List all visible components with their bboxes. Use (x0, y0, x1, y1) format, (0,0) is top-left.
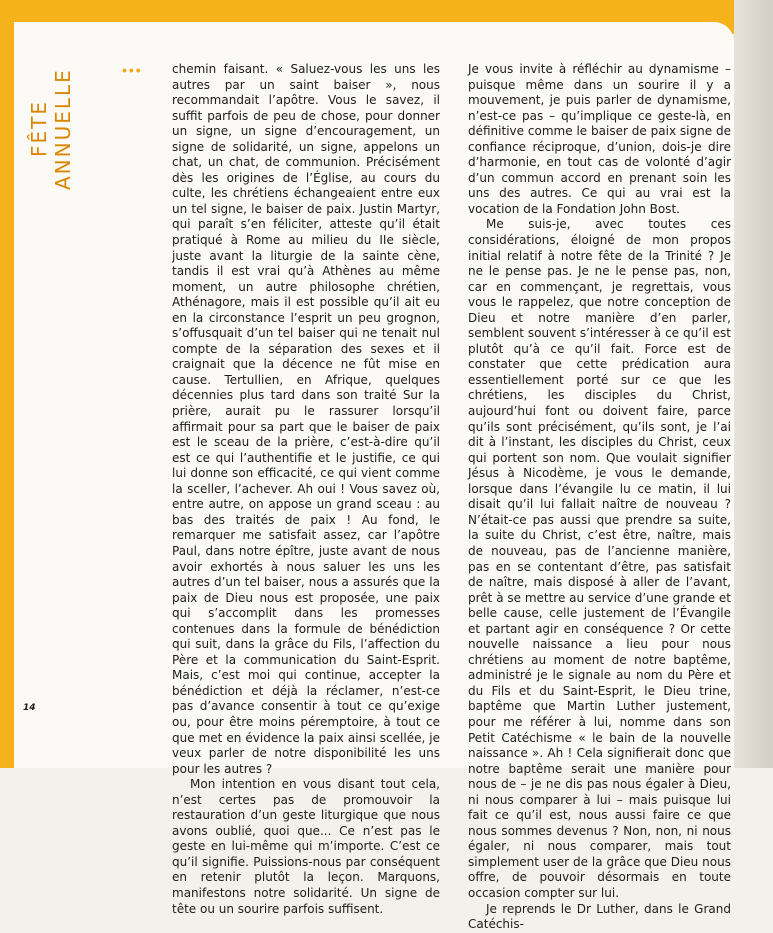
paragraph: Je vous invite à réfléchir au dynamisme – puisque même dans un sourire il y a mouvement, je puis parler de dynamisme, n’est-ce pas – qu’implique ce geste-là, en définitive comme le baiser de paix signe de confiance réciproque, d’union, dois-je dire d’harmonie, en tout cas de volonté d’agir d’un commun accord en prenant soin les uns des autres. Ce qui au vrai est la vocation de la Fondation John Bost. (468, 62, 731, 216)
bullet-dots-icon: ••• (122, 62, 143, 78)
page-gutter-shadow (734, 0, 773, 768)
section-title: FÊTE ANNUELLE (27, 68, 75, 190)
paragraph: Je reprends le Dr Luther, dans le Grand Catéchis- (468, 901, 731, 932)
left-text-column (172, 62, 440, 917)
page-number: 14 (23, 703, 36, 713)
paragraph: Me suis-je, avec toutes ces considérations, éloigné de mon propos initial relatif à notre fête de la Trinité ? Je ne le pense pas. Je ne le pense pas, non, car en commençant, je regrettais, vous vous le rappelez, que notre conception de Dieu et notre manière d’en parler, semblent souvent s’intéresser à ce qu’il est plutôt qu’à ce qu’il fait. Force est de constater que cette prédication aura essentiellement porté sur ce que les chrétiens, les disciples du Christ, aujourd’hui font ou doivent faire, parce qu’ils sont précisément, qu’ils sont, je l’ai dit à l’instant, les disciples du Christ, ceux qui portent son nom. Que voulait signifier Jésus à Nicodème, je vous le demande, lorsque dans l’évangile lu ce matin, il lui disait qu’il lui fallait naître de nouveau ? N’était-ce pas aussi que prendre sa suite, la suite du Christ, c’est être, naître, mais de nouveau, pas de l’ancienne manière, pas en se contentant d’être, pas satisfait de naître, mais disposé à aller de l’avant, prêt à se mettre au service d’une grande et belle cause, celle justement de l’Évangile et partant agir en conséquence ? Or cette nouvelle naissance a lieu pour nous chrétiens au moment de notre baptême, administré je le signale au nom du Père et du Fils et du Saint-Esprit, le Dieu trine, baptême que Martin Luther justement, pour me référer à lui, nomme dans son Petit Catéchisme « le bain de la nouvelle naissance ». Ah ! Cela signifierait donc que notre baptême serait une manière pour nous de – je ne dis pas nous égaler à Dieu, ni nous comparer à lui – mais puisque lui fait ce qu’il est, nous aussi faire ce que nous sommes devenus ? Non, non, ni nous égaler, ni nous comparer, mais tout simplement user de la grâce que Dieu nous offre, de pouvoir désormais en toute occasion compter sur lui. (468, 217, 731, 900)
paragraph: Mon intention en vous disant tout cela, n’est certes pas de promouvoir la restauration d’un geste liturgique que nous avons oublié, quoi que... Ce n’est pas le geste en lui-même qui m’importe. C’est ce qu’il signifie. Puissions-nous par conséquent en retenir plutôt la leçon. Marquons, manifestons notre solidarité. Un signe de tête ou un sourire parfois suffisent. (172, 777, 440, 916)
right-text-column (468, 62, 731, 933)
paragraph: chemin faisant. « Saluez-vous les uns les autres par un saint baiser », nous recommandait l’apôtre. Vous le savez, il suffit parfois de peu de chose, pour donner un signe, un signe d’encouragement, un signe de solidarité, un signe, appelons un chat, un chat, de communion. Précisément dès les origines de l’Église, au cours du culte, les chrétiens échangeaient entre eux un tel signe, le baiser de paix. Justin Martyr, qui paraît s’en féliciter, atteste qu’il était pratiqué à Rome au milieu du IIe siècle, juste avant la liturgie de la sainte cène, tandis il est vrai qu’à Athènes au même moment, un autre philosophe chrétien, Athénagore, mais il est possible qu’il ait eu en la circonstance l’esprit un peu grognon, s’offusquait d’un tel baiser qui ne tenait nul compte de la séparation des sexes et il craignait que la décence ne fût mise en cause. Tertullien, en Afrique, quelques décennies plus tard dans son traité Sur la prière, aurait pu le rassurer lorsqu’il affirmait pour sa part que le baiser de paix est le sceau de la prière, c’est-à-dire qu’il est ce qui l’authentifie et le justifie, ce qui lui donne son efficacité, ce qui vient comme la sceller, l’achever. Ah oui ! Vous savez où, entre autre, on appose un grand sceau : au bas des traités de paix ! Au fond, le remarquer me satisfait assez, car l’apôtre Paul, dans notre épître, juste avant de nous avoir exhortés à nous saluer les uns les autres d’un tel baiser, nous a assurés que la paix de Dieu nous est proposée, une paix qui s’accomplit dans les promesses contenues dans la formule de bénédiction qui suit, dans la grâce du Fils, l’affection du Père et la communication du Saint-Esprit. Mais, c’est moi qui continue, accepter la bénédiction et déjà la réclamer, n’est-ce pas d’avance consentir à tout ce qu’exige ou, pour être moins péremptoire, à tout ce que met en évidence la paix ainsi scellée, je veux parler de notre disponibilité les uns pour les autres ? (172, 62, 440, 776)
